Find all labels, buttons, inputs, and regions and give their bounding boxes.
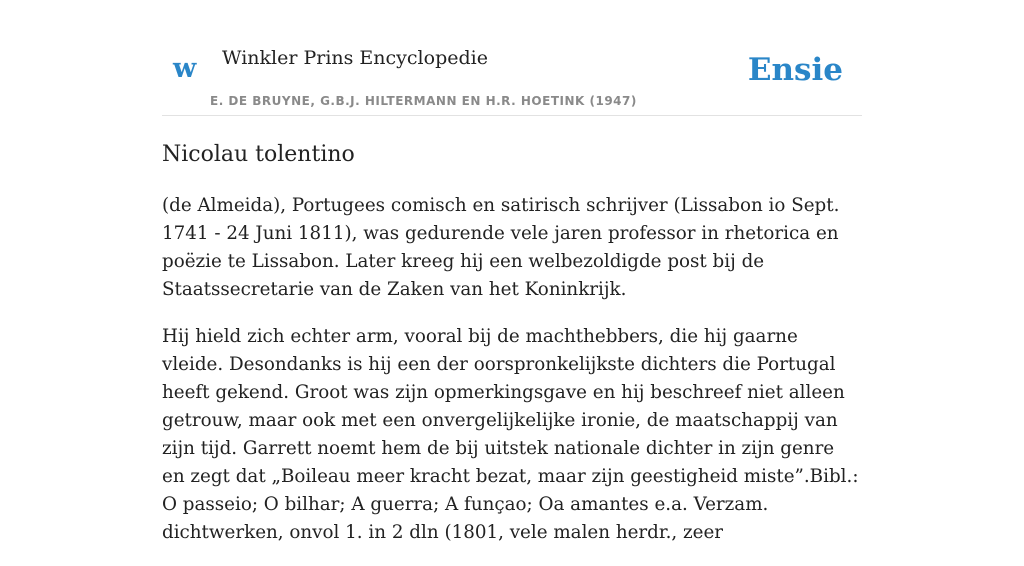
publication-logo[interactable]: w [173,53,197,84]
article-page [162,0,862,543]
publication-title[interactable]: Winkler Prins Encyclopedie [222,47,488,69]
article-body [162,192,862,566]
article-paragraph: Hij hield zich echter arm, vooral bij de machthebbers, die hij gaarne vleide. Desondanks is hij een der oorspronkelijkste dichters die Portugal heeft gekend. Groot was zijn opmerkingsgave en hij beschreef niet alleen getrouw, maar ook met een onvergelijkelijke ironie, de maatschappij van zijn tijd. Garrett noemt hem de bij uitstek nationale dichter in zijn genre en zegt dat „Boileau meer kracht bezat, maar zijn geestigheid miste”.Bibl.: O passeio; O bilhar; A guerra; A funçao; Oa amantes e.a. Verzam. dichtwerken, onvol 1. in 2 dln (1801, vele malen herdr., zeer [162,326,859,543]
publication-authors: E. DE BRUYNE, G.B.J. HILTERMANN EN H.R. HOETINK (1947) [210,94,637,108]
article-paragraph: (de Almeida), Portugees comisch en satirisch schrijver (Lissabon io Sept. 1741 - 24 Juni 1811), was gedurende vele jaren professor in rhetorica en poëzie te Lissabon. Later kreeg hij een welbezoldigde post bij de Staatssecretarie van de Zaken van het Koninkrijk. [162,195,840,300]
ensie-brand-logo[interactable]: Ensie [747,52,843,88]
publication-header [162,0,862,116]
article-title: Nicolau tolentino [162,142,355,167]
